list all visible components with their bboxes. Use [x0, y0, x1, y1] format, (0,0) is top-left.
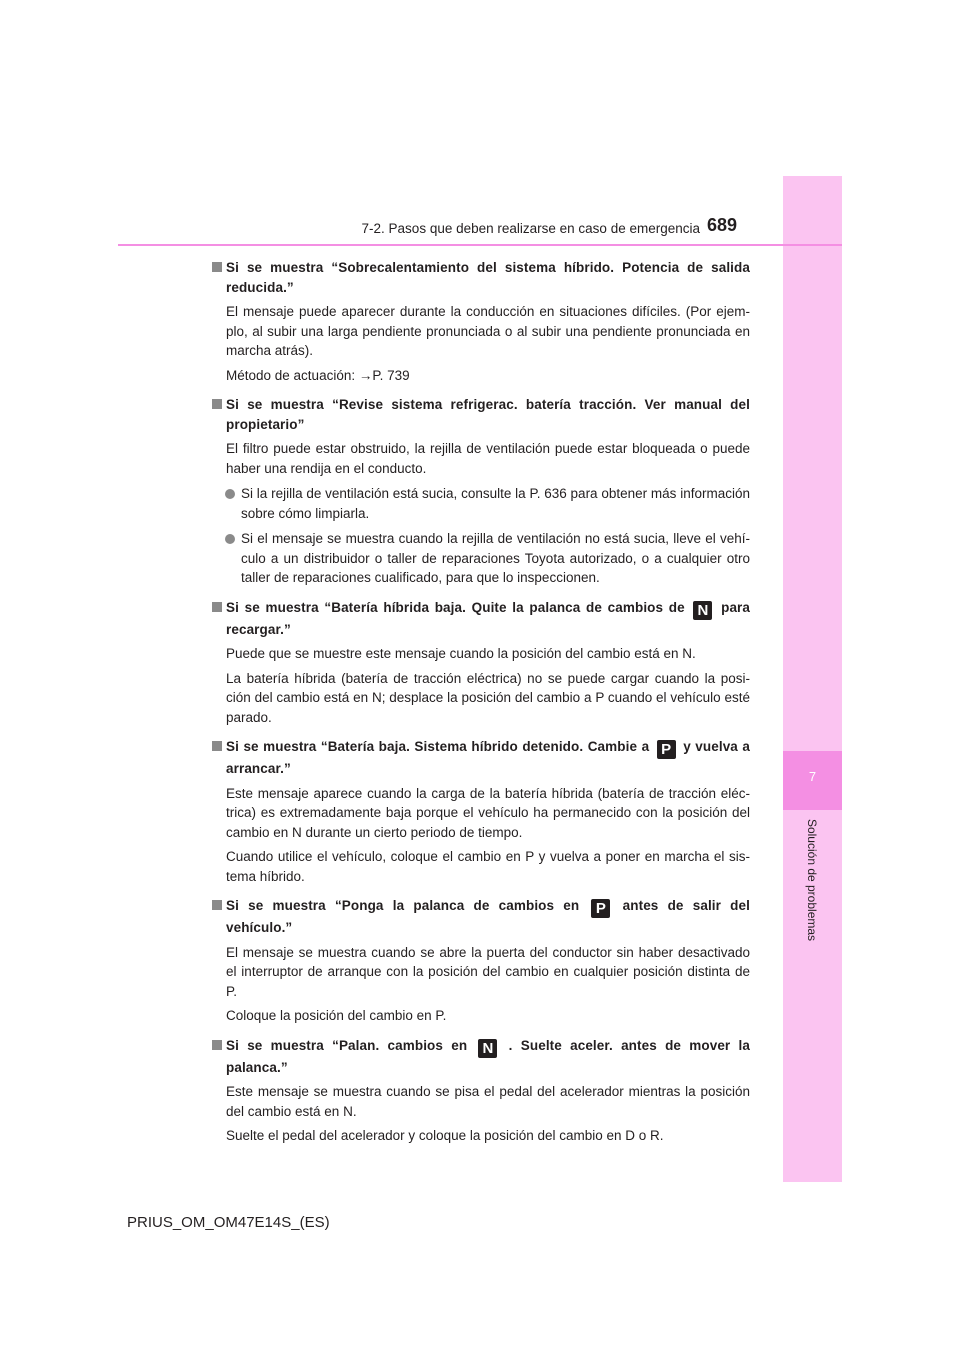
- entry-paragraph: El mensaje se muestra cuando se abre la puerta del conductor sin haber desactivado el interruptor de arranque con la posición del cambio en cualquier posición distinta de P.: [226, 944, 750, 999]
- shift-p-key-icon: P: [591, 899, 610, 918]
- entry-paragraph: Puede que se muestre este mensaje cuando la posición del cambio está en N.: [226, 646, 696, 661]
- entry-paragraph: Este mensaje se muestra cuando se pisa el pedal del acelerador mientras la posición del cambio está en N.: [226, 1084, 750, 1119]
- shift-n-key-icon: N: [478, 1039, 497, 1058]
- header-section-title: 7-2. Pasos que deben realizarse en caso de emergencia: [361, 221, 700, 236]
- entry-overheat: [210, 258, 750, 385]
- square-bullet-icon: [212, 399, 222, 409]
- entry-release-accelerator: [210, 1036, 750, 1146]
- entry-system-stopped: [210, 737, 750, 886]
- entry-title: Si se muestra “Palan. cambios en N . Suelte aceler. antes de mover la palanca.”: [210, 1036, 750, 1078]
- entry-paragraph: La batería híbrida (batería de tracción eléctrica) no se puede cargar cuando la posi- ción del cambio está en N; desplace la posición del cambio a P cuando el vehículo esté parado.: [226, 670, 750, 725]
- square-bullet-icon: [212, 741, 222, 751]
- list-item: Si el mensaje se muestra cuando la rejilla de ventilación no está sucia, lleve el vehí- culo a un distribuidor o taller de reparaciones Toyota autorizado, o a cualquier otro taller de reparaciones cualificado, para que lo inspeccionen.: [210, 529, 750, 588]
- entry-title: Si se muestra “Ponga la palanca de cambios en P antes de salir del vehículo.”: [210, 896, 750, 938]
- entry-paragraph: Suelte el pedal del acelerador y coloque la posición del cambio en D o R.: [226, 1128, 664, 1143]
- entry-title: Si se muestra “Batería híbrida baja. Quite la palanca de cambios de N para recargar.”: [210, 598, 750, 640]
- entry-paragraph: Este mensaje aparece cuando la carga de la batería híbrida (batería de tracción eléc- trica) es extremadamente baja porque el vehículo ha permanecido con la posición del cambio en N durante un cierto periodo de tiempo.: [226, 785, 750, 840]
- square-bullet-icon: [212, 262, 222, 272]
- shift-p-key-icon: P: [657, 740, 676, 759]
- square-bullet-icon: [212, 602, 222, 612]
- entry-paragraph: El filtro puede estar obstruido, la rejilla de ventilación puede estar bloqueada o puede haber una rendija en el conducto.: [226, 441, 750, 476]
- chapter-side-tab: [783, 176, 842, 1182]
- entry-battery-cooling: [210, 395, 750, 588]
- entry-paragraph: El mensaje puede aparecer durante la conducción en situaciones difíciles. (Por ejem- plo, al subir una larga pendiente pronunciada o al subir una pendiente pronunciada en marcha atrás).: [226, 304, 750, 358]
- page-number: 689: [707, 215, 738, 235]
- entry-title: Si se muestra “Sobrecalentamiento del sistema híbrido. Potencia de salida reducida.”: [210, 258, 750, 297]
- shift-n-key-icon: N: [693, 601, 712, 620]
- entry-title: Si se muestra “Batería baja. Sistema híbrido detenido. Cambie a P y vuelva a arrancar.”: [210, 737, 750, 779]
- chapter-label: Solución de problemas: [805, 818, 819, 942]
- chapter-number: 7: [808, 769, 817, 784]
- entry-low-battery-n: [210, 598, 750, 728]
- document-code: PRIUS_OM_OM47E14S_(ES): [127, 1214, 330, 1231]
- entry-paragraph: Coloque la posición del cambio en P.: [226, 1008, 447, 1023]
- page-content: [210, 256, 750, 1146]
- entry-shift-to-p: [210, 896, 750, 1026]
- square-bullet-icon: [212, 1040, 222, 1050]
- entry-paragraph: Método de actuación: →P. 739: [226, 367, 410, 383]
- circle-bullet-icon: [225, 534, 235, 544]
- entry-paragraph: Cuando utilice el vehículo, coloque el cambio en P y vuelva a poner en marcha el sis- tema híbrido.: [226, 849, 750, 884]
- entry-title: Si se muestra “Revise sistema refrigerac. batería tracción. Ver manual del propietario”: [210, 395, 750, 434]
- header-rule: [118, 244, 842, 246]
- list-item: Si la rejilla de ventilación está sucia, consulte la P. 636 para obtener más información sobre cómo limpiarla.: [210, 484, 750, 523]
- square-bullet-icon: [212, 900, 222, 910]
- chapter-number-box: [783, 751, 842, 810]
- circle-bullet-icon: [225, 489, 235, 499]
